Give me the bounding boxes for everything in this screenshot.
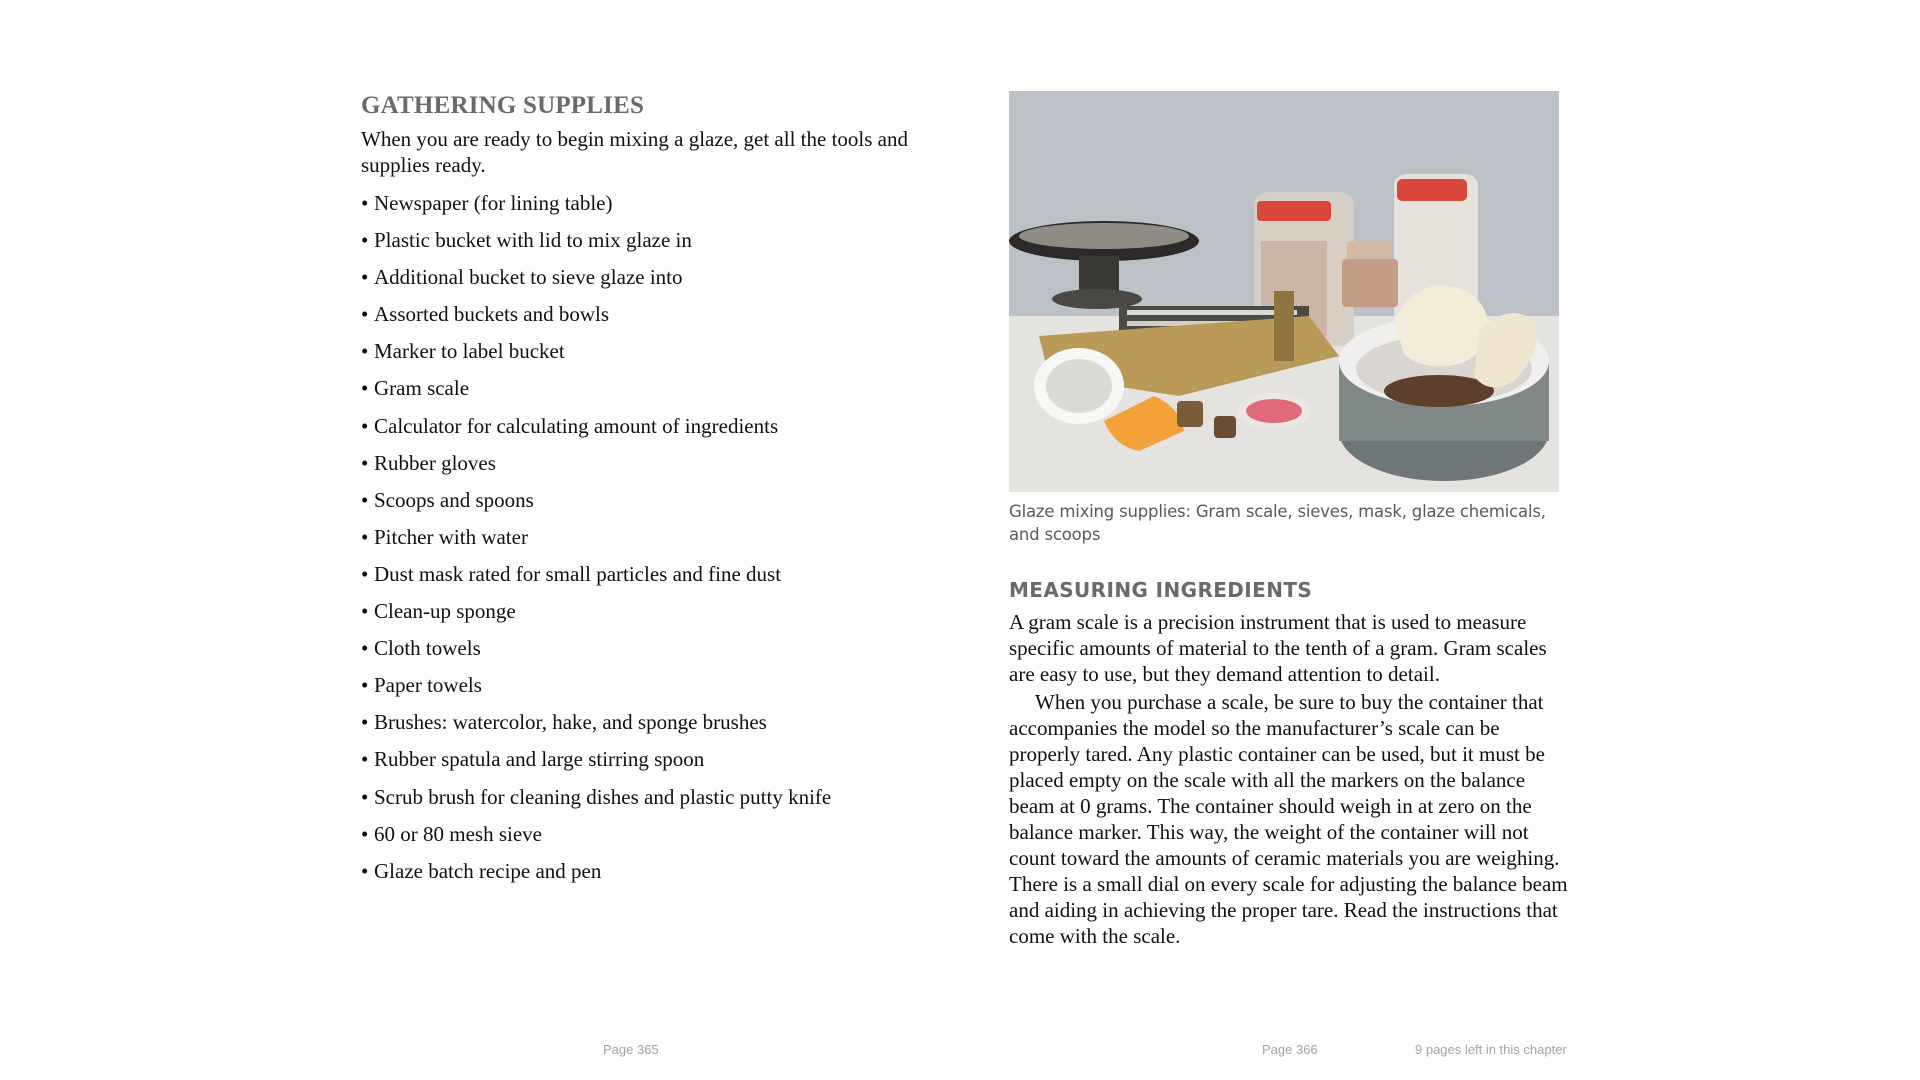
bullet-icon: • — [361, 339, 369, 364]
bullet-icon: • — [361, 302, 369, 327]
supply-list-item — [361, 709, 831, 746]
bullet-icon: • — [361, 413, 369, 438]
supply-list-item — [361, 338, 831, 375]
intro-paragraph: When you are ready to begin mixing a glaze, get all the tools and supplies ready. — [361, 127, 908, 177]
bullet-icon: • — [361, 784, 369, 809]
bullet-icon: • — [361, 636, 369, 661]
glaze-supplies-photo — [1009, 91, 1559, 492]
supply-list-item — [361, 375, 831, 412]
supply-item-label: Additional bucket to sieve glaze into — [374, 265, 683, 290]
supply-list-item — [361, 821, 831, 858]
supply-list-item — [361, 746, 831, 783]
supply-item-label: Gram scale — [374, 376, 470, 401]
bullet-icon: • — [361, 821, 369, 846]
supply-item-label: Assorted buckets and bowls — [374, 302, 610, 327]
supply-item-label: Scoops and spoons — [374, 487, 534, 512]
supply-list-item — [361, 858, 831, 895]
section-heading-gathering-supplies: GATHERING SUPPLIES — [361, 92, 645, 119]
bullet-icon: • — [361, 487, 369, 512]
bullet-icon: • — [361, 524, 369, 549]
bullet-icon: • — [361, 599, 369, 624]
supply-item-label: 60 or 80 mesh sieve — [374, 821, 542, 846]
supply-item-label: Plastic bucket with lid to mix glaze in — [374, 228, 692, 253]
supply-item-label: Marker to label bucket — [374, 339, 565, 364]
supply-list-item — [361, 301, 831, 338]
supply-item-label: Brushes: watercolor, hake, and sponge brushes — [374, 710, 767, 735]
supply-item-label: Cloth towels — [374, 636, 481, 661]
supply-list-item — [361, 672, 831, 709]
bullet-icon: • — [361, 561, 369, 586]
supply-list-item — [361, 561, 831, 598]
supply-list-item — [361, 598, 831, 635]
paragraph-gram-scale: A gram scale is a precision instrument that is used to measure specific amounts of material to the tenth of a gram. Gram scales are easy to use, but they demand attention to detail. — [1009, 610, 1547, 686]
paragraph-purchase-scale: When you purchase a scale, be sure to buy the container that accompanies the model so the manufacturer’s scale can be properly tared. Any plastic container can be used, but it must be placed empty on the scale with all the markers on the balance beam at 0 grams. The container should weigh in at zero on the balance marker. This way, the weight of the container will not count toward the amounts of ceramic materials you are weighing. There is a small dial on every scale for adjusting the balance beam and aiding in achieving the proper tare. Read the instructions that come with the scale. — [1009, 690, 1568, 948]
supply-list-item — [361, 190, 831, 227]
bullet-icon: • — [361, 228, 369, 253]
pages-left-indicator: 9 pages left in this chapter — [1415, 1042, 1567, 1057]
glaze-supplies-illustration — [1009, 91, 1559, 492]
bullet-icon: • — [361, 376, 369, 401]
supply-item-label: Paper towels — [374, 673, 482, 698]
bullet-icon: • — [361, 710, 369, 735]
supply-list-item — [361, 413, 831, 450]
bullet-icon: • — [361, 858, 369, 883]
supply-list-item — [361, 784, 831, 821]
supply-list-item — [361, 264, 831, 301]
supply-item-label: Dust mask rated for small particles and fine dust — [374, 561, 782, 586]
photo-caption: Glaze mixing supplies: Gram scale, sieves, mask, glaze chemicals, and scoops — [1009, 502, 1546, 544]
bullet-icon: • — [361, 191, 369, 215]
supply-list — [361, 190, 831, 895]
bullet-icon: • — [361, 747, 369, 772]
supply-item-label: Pitcher with water — [374, 524, 528, 549]
supply-item-label: Calculator for calculating amount of ingredients — [374, 413, 779, 438]
supply-item-label: Scrub brush for cleaning dishes and plastic putty knife — [374, 784, 832, 809]
supply-item-label: Rubber gloves — [374, 450, 496, 475]
bullet-icon: • — [361, 673, 369, 698]
supply-item-label: Newspaper (for lining table) — [374, 191, 613, 215]
bullet-icon: • — [361, 450, 369, 475]
supply-list-item — [361, 524, 831, 561]
section-heading-measuring-ingredients: MEASURING INGREDIENTS — [1009, 578, 1313, 602]
supply-list-item — [361, 635, 831, 672]
bullet-icon: • — [361, 265, 369, 290]
page-number-right: Page 366 — [1262, 1042, 1318, 1057]
supply-list-item — [361, 487, 831, 524]
supply-list-item — [361, 450, 831, 487]
supply-item-label: Clean-up sponge — [374, 599, 516, 624]
supply-list-item — [361, 227, 831, 264]
page-number-left: Page 365 — [603, 1042, 659, 1057]
supply-item-label: Glaze batch recipe and pen — [374, 858, 602, 883]
supply-item-label: Rubber spatula and large stirring spoon — [374, 747, 705, 772]
